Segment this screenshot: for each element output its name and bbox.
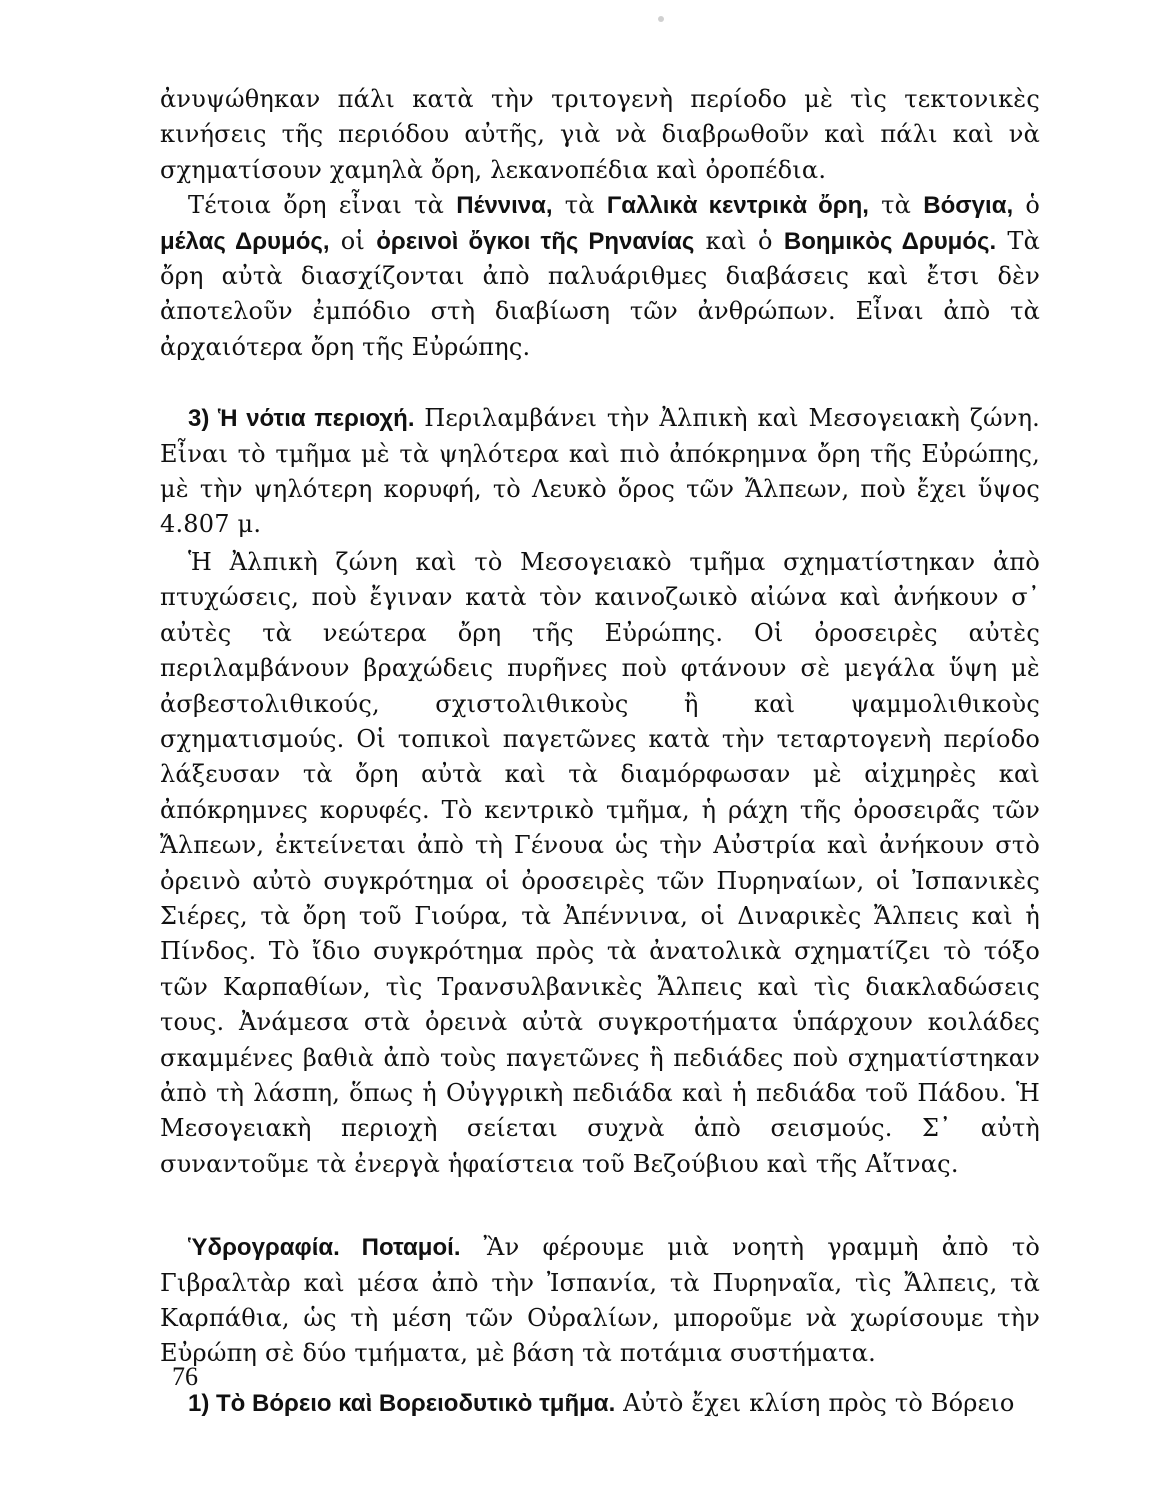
paragraph-hydrography [160, 1230, 1040, 1372]
page-number: 76 [172, 1362, 198, 1391]
section-heading-hydrography: Ὑδρογραφία. Ποταμοί. [188, 1234, 461, 1262]
text-run: τὰ [552, 191, 607, 220]
section-heading-southern-region: 3) Ἡ νότια περιοχή. [188, 405, 415, 433]
text-run: οἱ [329, 226, 377, 255]
paragraph-alpine-zone: Ἡ Ἀλπικὴ ζώνη καὶ τὸ Μεσογειακὸ τμῆμα σχηματίστηκαν ἀπὸ πτυχώσεις, ποὺ ἔγιναν κατὰ τὸν καινοζωικὸ αἰώνα καὶ ἀνήκουν σ᾽ αὐτὲς τὰ νεώτερα ὄρη τῆς Εὐρώπης. Οἱ ὀροσειρὲς αὐτὲς περιλαμβάνουν βραχώδεις πυρῆνες ποὺ φτάνουν σὲ μεγάλα ὕψη μὲ ἀσβεστολιθικούς, σχιστολιθικοὺς ἢ καὶ ψαμμολιθικοὺς σχηματισμούς. Οἱ τοπικοὶ παγετῶνες κατὰ τὴν τεταρτογενὴ περίοδο λάξευσαν τὰ ὄρη αὐτὰ καὶ τὰ διαμόρφωσαν μὲ αἰχμηρὲς καὶ ἀπόκρημνες κορυφές. Τὸ κεντρικὸ τμῆμα, ἡ ράχη τῆς ὀροσειρᾶς τῶν Ἄλπεων, ἐκτείνεται ἀπὸ τὴ Γένουα ὡς τὴν Αὐστρία καὶ ἀνήκουν στὸ ὀρεινὸ αὐτὸ συγκρότημα οἱ ὀροσειρὲς τῶν Πυρηναίων, οἱ Ἰσπανικὲς Σιέρες, τὰ ὄρη τοῦ Γιούρα, τὰ Ἀπέννινα, οἱ Διναρικὲς Ἄλπεις καὶ ἡ Πίνδος. Τὸ ἴδιο συγκρότημα πρὸς τὰ ἀνατολικὰ σχηματίζει τὸ τόξο τῶν Καρπαθίων, τὶς Τρανσυλβανικὲς Ἄλπεις καὶ τὶς διακλαδώσεις τους. Ἀνάμεσα στὰ ὀρεινὰ αὐτὰ συγκροτήματα ὑπάρχουν κοιλάδες σκαμμένες βαθιὰ ἀπὸ τοὺς παγετῶνες ἢ πεδιάδες ποὺ σχηματίστηκαν ἀπὸ τὴ λάσπη, ὅπως ἡ Οὐγγρικὴ πεδιάδα καὶ ἡ πεδιάδα τοῦ Πάδου. Ἡ Μεσογειακὴ περιοχὴ σείεται συχνὰ ἀπὸ σεισμούς. Σ᾽ αὐτὴ συναντοῦμε τὰ ἐνεργὰ ἡφαίστεια τοῦ Βεζούβιου καὶ τῆς Αἴτνας. [160, 547, 1040, 1178]
paragraph-southern-region [160, 401, 1040, 543]
paragraph-north-section [160, 1386, 1040, 1421]
text-run: τὰ [868, 191, 924, 220]
scan-speck [658, 16, 664, 22]
text-run: καὶ ὁ [694, 226, 784, 255]
section-heading-north-section: 1) Τὸ Βόρειο καὶ Βορειοδυτικὸ τμῆμα. [188, 1389, 616, 1417]
text-run: Περιλαμβάνει τὴν Ἀλπικὴ καὶ Μεσογειακὴ ζώνη. Εἶναι τὸ τμῆμα μὲ τὰ ψηλότερα καὶ πιὸ ἀπόκρημνα ὄρη τῆς Εὐρώπης, μὲ τὴν ψηλότερη κορυφή, τὸ Λευκὸ ὄρος τῶν Ἄλπεων, ποὺ ἔχει ὕψος 4.807 μ. [160, 404, 1040, 539]
page-body [160, 82, 1040, 1421]
text-run: Ἂν φέρουμε μιὰ νοητὴ γραμμὴ ἀπὸ τὸ Γιβραλτὰρ καὶ μέσα ἀπὸ τὴν Ἰσπανία, τὰ Πυρηναῖα, τὶς Ἄλπεις, τὰ Καρπάθια, ὡς τὴ μέση τῶν Οὐραλίων, μποροῦμε νὰ χωρίσουμε τὴν Εὐρώπη σὲ δύο τμήματα, μὲ βάση τὰ ποτάμια συστήματα. [160, 1233, 1041, 1368]
term-massif-central: Γαλλικὰ κεντρικὰ ὄρη, [606, 192, 869, 220]
paragraph-old-mountains [160, 188, 1040, 365]
paragraph-uplift: ἀνυψώθηκαν πάλι κατὰ τὴν τριτογενὴ περίοδο μὲ τὶς τεκτονικὲς κινήσεις τῆς περιόδου αὐτῆς, γιὰ νὰ διαβρωθοῦν καὶ πάλι καὶ νὰ σχηματίσουν χαμηλὰ ὄρη, λεκανοπέδια καὶ ὀροπέδια. [160, 85, 1040, 184]
term-vosges: Βόσγια, [923, 192, 1014, 220]
text-run: Αὐτὸ ἔχει κλίση πρὸς τὸ Βόρειο [615, 1388, 1015, 1417]
text-run: Τὰ ὄρη αὐτὰ διασχίζονται ἀπὸ παλυάριθμες διαβάσεις καὶ ἔτσι δὲν ἀποτελοῦν ἐμπόδιο στὴ διαβίωση τῶν ἀνθρώπων. Εἶναι ἀπὸ τὰ ἀρχαιότερα ὄρη τῆς Εὐρώπης. [160, 226, 1040, 361]
term-bohemian-forest: Βοημικὸς Δρυμός. [783, 227, 997, 255]
term-rhenish-massif: ὀρεινοὶ ὄγκοι τῆς Ρηνανίας [376, 227, 695, 255]
text-run: Τέτοια ὄρη εἶναι τὰ [188, 191, 457, 220]
text-run: ὁ [1013, 191, 1040, 220]
term-pennines: Πέννινα, [456, 192, 553, 220]
term-black-forest: μέλας Δρυμός, [160, 227, 330, 255]
